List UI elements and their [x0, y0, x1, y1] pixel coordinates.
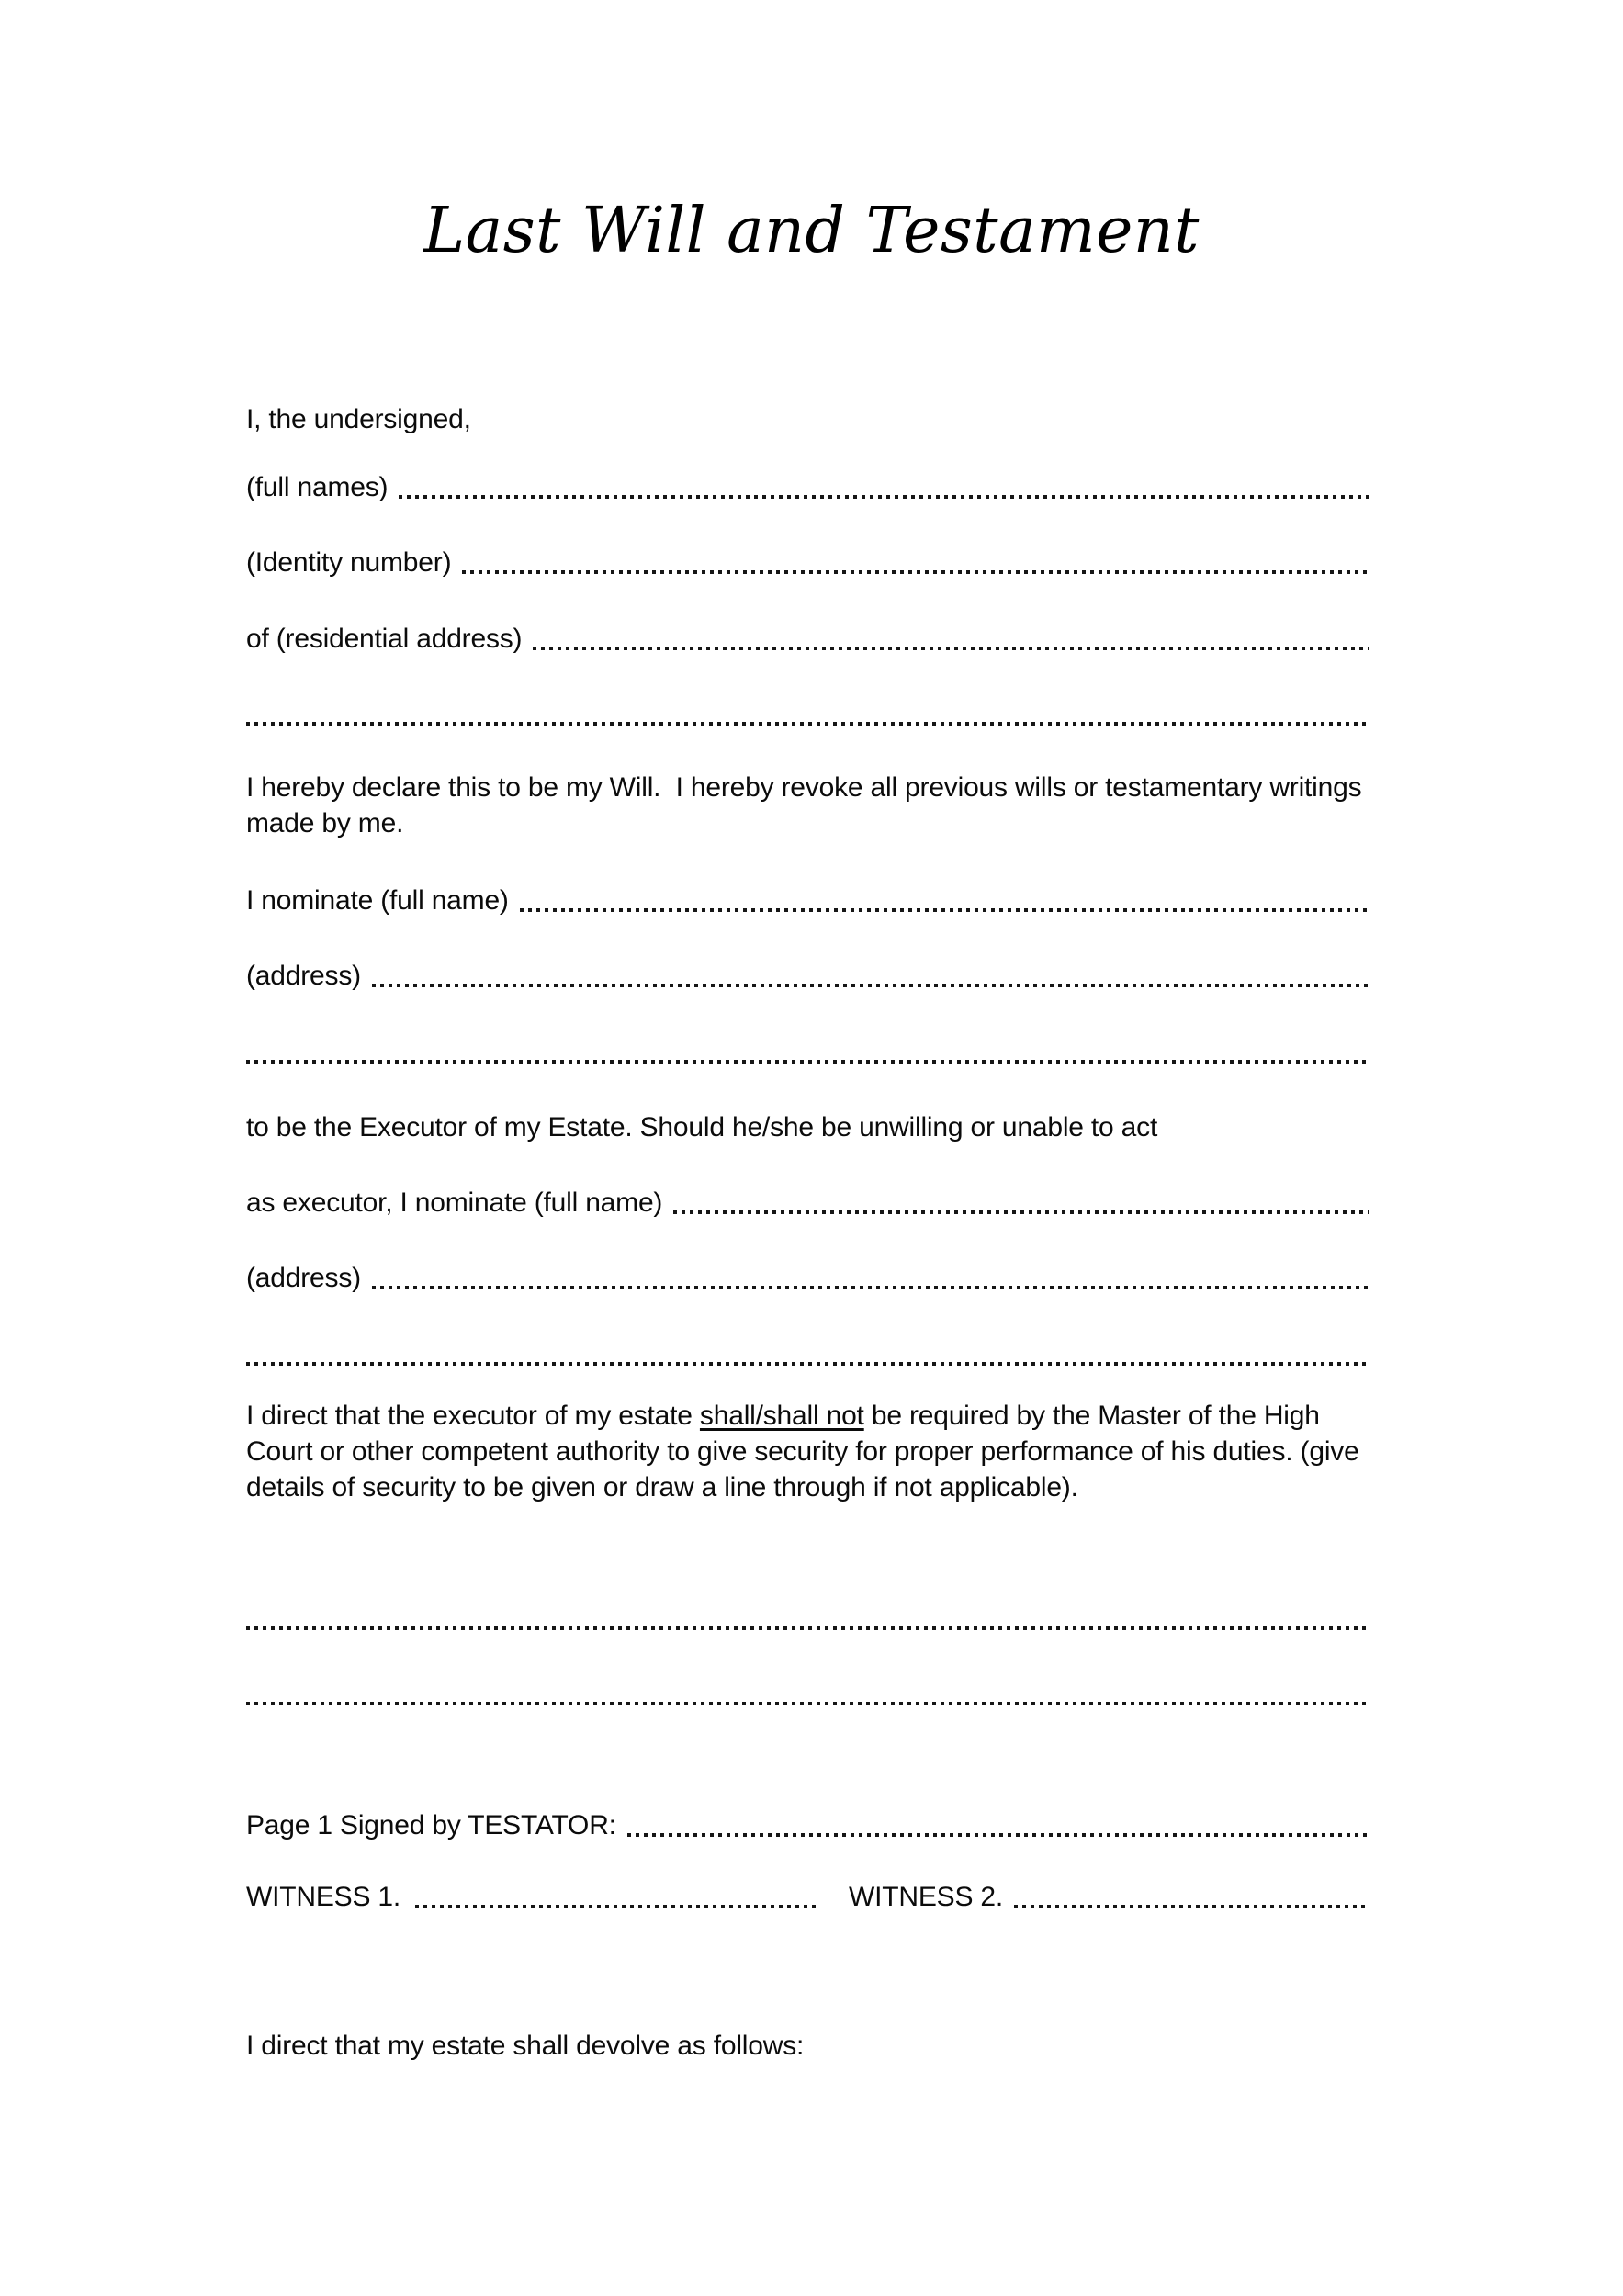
- document-title: Last Will and Testament: [423, 195, 1200, 267]
- declaration-paragraph: I hereby declare this to be my Will. I hereby revoke all previous wills or testamentary writings made by me.: [246, 772, 1369, 838]
- identity-number-row: [246, 546, 1369, 580]
- identity-number-field-line[interactable]: [462, 546, 1369, 580]
- executor-address-label: (address): [246, 961, 361, 991]
- identity-number-label: (Identity number): [246, 547, 452, 578]
- security-text-after: be required by the Master of the High Court or other competent authority to give security for proper performance of his duties. (give details of security to be given or draw a line through if not applicable).: [246, 1401, 1367, 1503]
- alternate-address-overflow-line[interactable]: [246, 1337, 1369, 1372]
- nominate-executor-label: I nominate (full name): [246, 885, 509, 916]
- witness2-signature-field-line[interactable]: [1014, 1880, 1369, 1915]
- security-details-field-line-2[interactable]: [246, 1677, 1369, 1712]
- intro-line: I, the undersigned,: [246, 404, 471, 434]
- executor-address-overflow-line[interactable]: [246, 1035, 1369, 1070]
- security-paragraph: [246, 1398, 1369, 1505]
- witness1-signature-field-line[interactable]: [415, 1880, 819, 1915]
- witness2-label: WITNESS 2.: [849, 1882, 1004, 1912]
- executor-role-line: to be the Executor of my Estate. Should he/she be unwilling or unable to act: [246, 1112, 1158, 1142]
- alternate-executor-row: [246, 1186, 1369, 1221]
- testator-signature-field-line[interactable]: [627, 1808, 1369, 1843]
- executor-address-field-line[interactable]: [372, 959, 1369, 994]
- security-text-before: I direct that the executor of my estate: [246, 1401, 700, 1431]
- residential-address-label: of (residential address): [246, 624, 523, 654]
- full-names-label: (full names): [246, 472, 389, 502]
- witness1-label: WITNESS 1.: [246, 1882, 401, 1912]
- executor-name-field-line[interactable]: [520, 884, 1369, 918]
- alternate-address-field-line[interactable]: [372, 1261, 1369, 1296]
- residential-address-row: [246, 622, 1369, 657]
- alternate-executor-name-field-line[interactable]: [673, 1186, 1369, 1221]
- shall-shall-not-underlined: shall/shall not: [699, 1401, 864, 1431]
- residential-address-overflow-line[interactable]: [246, 697, 1369, 732]
- full-names-field-line[interactable]: [399, 470, 1369, 505]
- testator-signature-label: Page 1 Signed by TESTATOR:: [246, 1810, 616, 1840]
- residential-address-field-line[interactable]: [533, 622, 1369, 657]
- devolve-line: I direct that my estate shall devolve as follows:: [246, 2031, 805, 2061]
- executor-address-row: [246, 959, 1369, 994]
- alternate-address-row: [246, 1261, 1369, 1296]
- alternate-executor-label: as executor, I nominate (full name): [246, 1187, 663, 1218]
- full-names-row: [246, 470, 1369, 505]
- testator-signature-row: [246, 1808, 1369, 1843]
- alternate-address-label: (address): [246, 1263, 361, 1293]
- security-details-field-line-1[interactable]: [246, 1602, 1369, 1637]
- nominate-executor-row: [246, 884, 1369, 918]
- witness-signature-row: [246, 1880, 1369, 1915]
